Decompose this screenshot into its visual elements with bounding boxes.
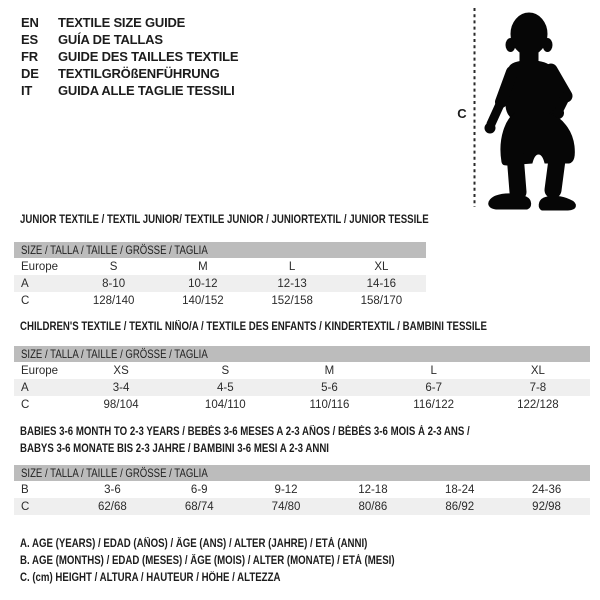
section-title-line: BABIES 3-6 MONTH TO 2-3 YEARS / BEBÉS 3-6 MESES A 2-3 AÑOS / BÉBÉS 3-6 MOIS À 2-3 ANS / xyxy=(20,426,470,438)
language-row xyxy=(21,82,238,99)
language-title: GUIDE DES TAILLES TEXTILE xyxy=(58,49,239,64)
row-label-cell: A xyxy=(14,379,69,396)
value-cell: 104/110 xyxy=(204,398,246,411)
value-cell: 68/74 xyxy=(156,498,243,515)
table-header: SIZE / TALLA / TAILLE / GRÖSSE / TAGLIA xyxy=(14,346,590,362)
language-code: IT xyxy=(21,83,33,98)
footnote: B. AGE (MONTHS) / EDAD (MESES) / ÂGE (MOIS) / ALTER (MONATE) / ETÀ (MESI) xyxy=(20,555,395,567)
language-code: FR xyxy=(21,49,38,64)
value-cell: 74/80 xyxy=(243,498,330,515)
value-cell: 140/152 xyxy=(182,294,224,307)
table-row xyxy=(14,481,590,498)
height-figure xyxy=(440,2,600,214)
language-code: ES xyxy=(21,32,38,47)
table-row xyxy=(14,498,590,515)
language-row xyxy=(21,14,238,31)
value-cell: 98/104 xyxy=(103,398,139,411)
value-cell: 5-6 xyxy=(277,379,381,396)
value-cell: 158/170 xyxy=(360,294,403,307)
size-table-babies-wrap xyxy=(14,465,590,515)
language-title: GUIDA ALLE TAGLIE TESSILI xyxy=(58,83,235,98)
value-cell: M xyxy=(198,260,208,273)
value-cell: 8-10 xyxy=(69,275,158,292)
language-title: TEXTILGRÖßENFÜHRUNG xyxy=(58,66,220,81)
value-cell: S xyxy=(109,260,118,273)
value-cell: 3-6 xyxy=(104,483,121,496)
toddler-silhouette-icon xyxy=(482,6,598,212)
section-title-line: JUNIOR TEXTILE / TEXTIL JUNIOR/ TEXTILE JUNIOR / JUNIORTEXTIL / JUNIOR TESSILE xyxy=(20,214,429,226)
value-cell: 12-18 xyxy=(358,483,388,496)
value-cell: XS xyxy=(113,364,129,377)
value-cell: M xyxy=(324,364,335,377)
language-row xyxy=(21,48,238,65)
value-cell: XL xyxy=(530,364,545,377)
table-row xyxy=(14,362,590,379)
value-cell: 86/92 xyxy=(416,498,503,515)
section-title-children xyxy=(20,320,595,334)
language-title: TEXTILE SIZE GUIDE xyxy=(58,15,186,30)
height-measure-label: C xyxy=(457,106,467,121)
row-label-cell: C xyxy=(21,294,30,307)
value-cell: 92/98 xyxy=(503,498,590,515)
value-cell: 80/86 xyxy=(329,498,416,515)
footnote-list xyxy=(20,536,466,587)
value-cell: 14-16 xyxy=(337,275,426,292)
size-table-children-wrap xyxy=(14,346,590,413)
size-table-babies xyxy=(14,481,590,515)
language-row xyxy=(21,65,238,82)
value-cell: 116/122 xyxy=(413,398,455,411)
value-cell: L xyxy=(430,364,437,377)
table-header: SIZE / TALLA / TAILLE / GRÖSSE / TAGLIA xyxy=(14,242,426,258)
language-list xyxy=(21,14,238,99)
value-cell: 3-4 xyxy=(69,379,173,396)
language-title: GUÍA DE TALLAS xyxy=(58,32,163,47)
table-header: SIZE / TALLA / TAILLE / GRÖSSE / TAGLIA xyxy=(14,465,590,481)
table-row xyxy=(14,258,426,275)
section-title-junior xyxy=(20,213,450,227)
value-cell: S xyxy=(221,364,230,377)
value-cell: XL xyxy=(374,260,389,273)
value-cell: 7-8 xyxy=(486,379,590,396)
row-label-cell: C xyxy=(21,398,30,411)
value-cell: 122/128 xyxy=(517,398,559,411)
value-cell: 24-36 xyxy=(531,483,562,496)
row-label-cell: A xyxy=(14,275,69,292)
language-code: EN xyxy=(21,15,39,30)
table-row xyxy=(14,292,426,309)
table-row xyxy=(14,275,426,292)
footnote: C. (cm) HEIGHT / ALTURA / HAUTEUR / HÖHE / ALTEZZA xyxy=(20,572,281,584)
value-cell: 110/116 xyxy=(309,398,350,411)
row-label-cell: B xyxy=(21,483,29,496)
footnote: A. AGE (YEARS) / EDAD (AÑOS) / ÂGE (ANS) / ALTER (JAHRE) / ETÀ (ANNI) xyxy=(20,538,368,550)
value-cell: 9-12 xyxy=(274,483,298,496)
value-cell: 6-9 xyxy=(190,483,208,496)
language-code: DE xyxy=(21,66,39,81)
value-cell: 6-7 xyxy=(382,379,486,396)
section-title-babies xyxy=(20,424,595,458)
table-row xyxy=(14,379,590,396)
value-cell: 62/68 xyxy=(69,498,156,515)
row-label-cell: Europe xyxy=(21,260,59,273)
table-row xyxy=(14,396,590,413)
value-cell: L xyxy=(288,260,296,273)
value-cell: 12-13 xyxy=(248,275,337,292)
size-table-children xyxy=(14,362,590,413)
size-table-junior xyxy=(14,258,426,309)
row-label-cell: Europe xyxy=(21,364,59,377)
value-cell: 152/158 xyxy=(271,294,313,307)
value-cell: 4-5 xyxy=(173,379,277,396)
size-table-junior-wrap xyxy=(14,242,426,309)
value-cell: 128/140 xyxy=(92,294,135,307)
value-cell: 18-24 xyxy=(445,483,475,496)
row-label-cell: C xyxy=(14,498,69,515)
section-title-line: CHILDREN'S TEXTILE / TEXTIL NIÑO/A / TEXTILE DES ENFANTS / KINDERTEXTIL / BAMBINI TESSILE xyxy=(20,321,487,333)
language-row xyxy=(21,31,238,48)
value-cell: 10-12 xyxy=(158,275,247,292)
section-title-line: BABYS 3-6 MONATE BIS 2-3 JAHRE / BAMBINI 3-6 MESI A 2-3 ANNI xyxy=(20,443,329,455)
